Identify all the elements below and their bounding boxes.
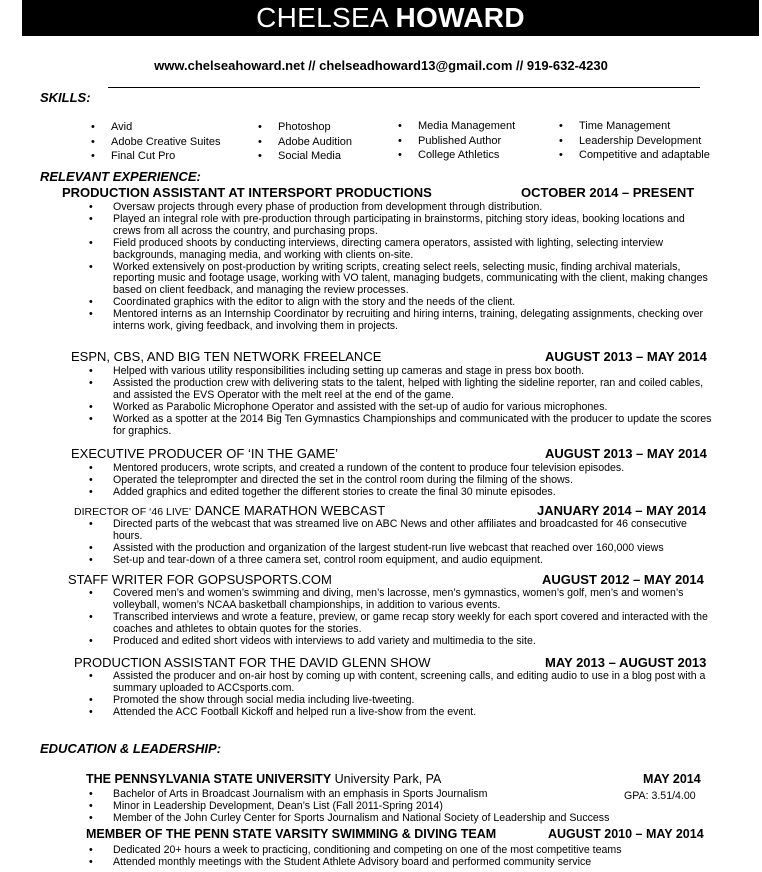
bullet-item: • Directed parts of the webcast that was streamed live on ABC News and other affiliates and broadcasted for 46 consecutive hours. [113, 519, 713, 543]
bullet-item: • Covered men’s and women’s swimming and diving, men’s lacrosse, men’s gymnastics, women’s golf, men’s and women’s volleyball, women’s NCAA basketball championships, in addition to various events. [113, 588, 713, 612]
bullet-item: • Produced and edited short videos with interviews to add variety and multimedia to the site. [113, 636, 713, 648]
bullet-item: • Set-up and tear-down of a three camera set, control room equipment, and audio equipment. [113, 555, 713, 567]
job-bullets [113, 519, 713, 567]
job-dates: MAY 2013 – AUGUST 2013 [545, 655, 707, 670]
name-banner [22, 0, 759, 36]
job-dates: OCTOBER 2014 – PRESENT [521, 185, 695, 200]
bullet-item: • Worked as a spotter at the 2014 Big Ten Gymnastics Championships and communicated with the producer to update the scores for graphics. [113, 414, 713, 438]
skill-item: • Final Cut Pro [91, 149, 220, 164]
job-dates: AUGUST 2012 – MAY 2014 [542, 572, 704, 587]
job-title [74, 503, 385, 518]
skill-item: • Adobe Audition [258, 135, 352, 150]
bullet-item: • Helped with various utility responsibilities including setting up cameras and stage in press box booth. [113, 366, 713, 378]
education-dates: AUGUST 2010 – MAY 2014 [548, 827, 704, 841]
skill-item: • Leadership Development [559, 134, 710, 149]
education-title [86, 772, 441, 786]
header-divider [108, 87, 700, 88]
bullet-item: • Assisted the production crew with delivering stats to the talent, helped with lighting the sideline reporter, ran and coiled cables, and assisted the EVS Operator with the melt reel at the end of the game. [113, 378, 713, 402]
bullet-item: • Dedicated 20+ hours a week to practicing, conditioning and competing on one of the most competitive teams [113, 845, 713, 857]
skill-item: • Photoshop [258, 120, 352, 135]
contact-line: www.chelseahoward.net // chelseadhoward13@gmail.com // 919-632-4230 [154, 58, 608, 73]
bullet-item: • Mentored producers, wrote scripts, and created a rundown of the content to produce four television episodes. [113, 463, 713, 475]
bullet-item: • Added graphics and edited together the different stories to create the final 30 minute episodes. [113, 487, 713, 499]
skill-item: • College Athletics [398, 148, 515, 163]
education-dates: MAY 2014 [643, 772, 701, 786]
job-title: EXECUTIVE PRODUCER OF ‘IN THE GAME’ [71, 446, 339, 461]
job-bullets [113, 366, 713, 437]
bullet-item: • Member of the John Curley Center for Sports Journalism and National Society of Leadership and Success [113, 813, 633, 825]
bullet-item: • Coordinated graphics with the editor to align with the story and the needs of the client. [113, 297, 713, 309]
name-title: CHELSEA HOWARD [256, 2, 525, 33]
job-dates: AUGUST 2013 – MAY 2014 [545, 349, 707, 364]
job-bullets [113, 588, 713, 648]
bullet-item: • Attended monthly meetings with the Student Athlete Advisory board and performed community service [113, 857, 713, 869]
bullet-item: • Transcribed interviews and wrote a feature, preview, or game recap story weekly for each sport covered and interacted with the coaches and athletes to obtain quotes for the stories. [113, 612, 713, 636]
bullet-item: • Assisted the producer and on-air host by coming up with content, screening calls, and editing audio to use in a blog post with a summary uploaded to ACCsports.com. [113, 671, 713, 695]
job-title-small: DIRECTOR OF ‘46 LIVE’ [74, 506, 192, 518]
job-bullets [113, 202, 713, 333]
skills-column-1 [91, 120, 220, 164]
bullet-item: • Mentored interns as an Internship Coordinator by recruiting and hiring interns, training, delegating assignments, checking over interns work, giving feedback, and involving them in projects. [113, 309, 713, 333]
gpa: GPA: 3.51/4.00 [624, 790, 696, 802]
education-bullets [113, 789, 633, 825]
job-title-main: DANCE MARATHON WEBCAST [194, 503, 386, 518]
bullet-item: • Worked as Parabolic Microphone Operator and assisted with the set-up of audio for various microphones. [113, 402, 713, 414]
skill-item: • Avid [91, 120, 220, 135]
job-dates: AUGUST 2013 – MAY 2014 [545, 446, 707, 461]
job-title: STAFF WRITER FOR GOPSUSPORTS.COM [68, 572, 332, 587]
bullet-item: • Minor in Leadership Development, Dean’s List (Fall 2011-Spring 2014) [113, 801, 633, 813]
skill-item: • Time Management [559, 119, 710, 134]
education-title: MEMBER OF THE PENN STATE VARSITY SWIMMING & DIVING TEAM [86, 827, 497, 841]
education-bullets [113, 845, 713, 869]
bullet-item: • Worked extensively on post-production by writing scripts, creating select reels, selecting music, finding archival materials, reporting music and footage usage, working with VO talent, managing budgets, communicating with the client, making changes based on client feedback, and managing the review processes. [113, 262, 713, 298]
skill-item: • Social Media [258, 149, 352, 164]
job-bullets [113, 671, 713, 719]
job-dates: JANUARY 2014 – MAY 2014 [537, 503, 707, 518]
education-heading: EDUCATION & LEADERSHIP: [40, 741, 222, 756]
skill-item: • Competitive and adaptable [559, 148, 710, 163]
school-name: THE PENNSYLVANIA STATE UNIVERSITY [86, 772, 332, 786]
bullet-item: • Promoted the show through social media including live-tweeting. [113, 695, 713, 707]
experience-heading: RELEVANT EXPERIENCE: [40, 169, 201, 184]
job-title: PRODUCTION ASSISTANT FOR THE DAVID GLENN SHOW [74, 655, 431, 670]
job-title: ESPN, CBS, AND BIG TEN NETWORK FREELANCE [71, 349, 382, 364]
skills-column-2 [258, 120, 352, 164]
skills-column-4 [559, 119, 710, 163]
bullet-item: • Operated the teleprompter and directed the set in the control room during the filming of the shows. [113, 475, 713, 487]
skill-item: • Published Author [398, 134, 515, 149]
job-title: PRODUCTION ASSISTANT AT INTERSPORT PRODUCTIONS [62, 185, 432, 200]
skill-item: • Media Management [398, 119, 515, 134]
bullet-item: • Attended the ACC Football Kickoff and helped run a live-show from the event. [113, 707, 713, 719]
bullet-item: • Oversaw projects through every phase of production from development through distribution. [113, 202, 713, 214]
bullet-item: • Field produced shoots by conducting interviews, directing camera operators, assisted with lighting, selecting interview backgrounds, managing media, and working with clients on-site. [113, 238, 713, 262]
skill-item: • Adobe Creative Suites [91, 135, 220, 150]
bullet-item: • Played an integral role with pre-production through participating in brainstorms, pitching story ideas, booking locations and crews from all across the country, and purchasing props. [113, 214, 713, 238]
job-bullets [113, 463, 713, 499]
school-location: University Park, PA [334, 772, 442, 786]
skills-heading: SKILLS: [40, 90, 91, 105]
skills-column-3 [398, 119, 515, 163]
bullet-item: • Bachelor of Arts in Broadcast Journalism with an emphasis in Sports Journalism [113, 789, 633, 801]
bullet-item: • Assisted with the production and organization of the largest student-run live webcast that reached over 160,000 views [113, 543, 713, 555]
